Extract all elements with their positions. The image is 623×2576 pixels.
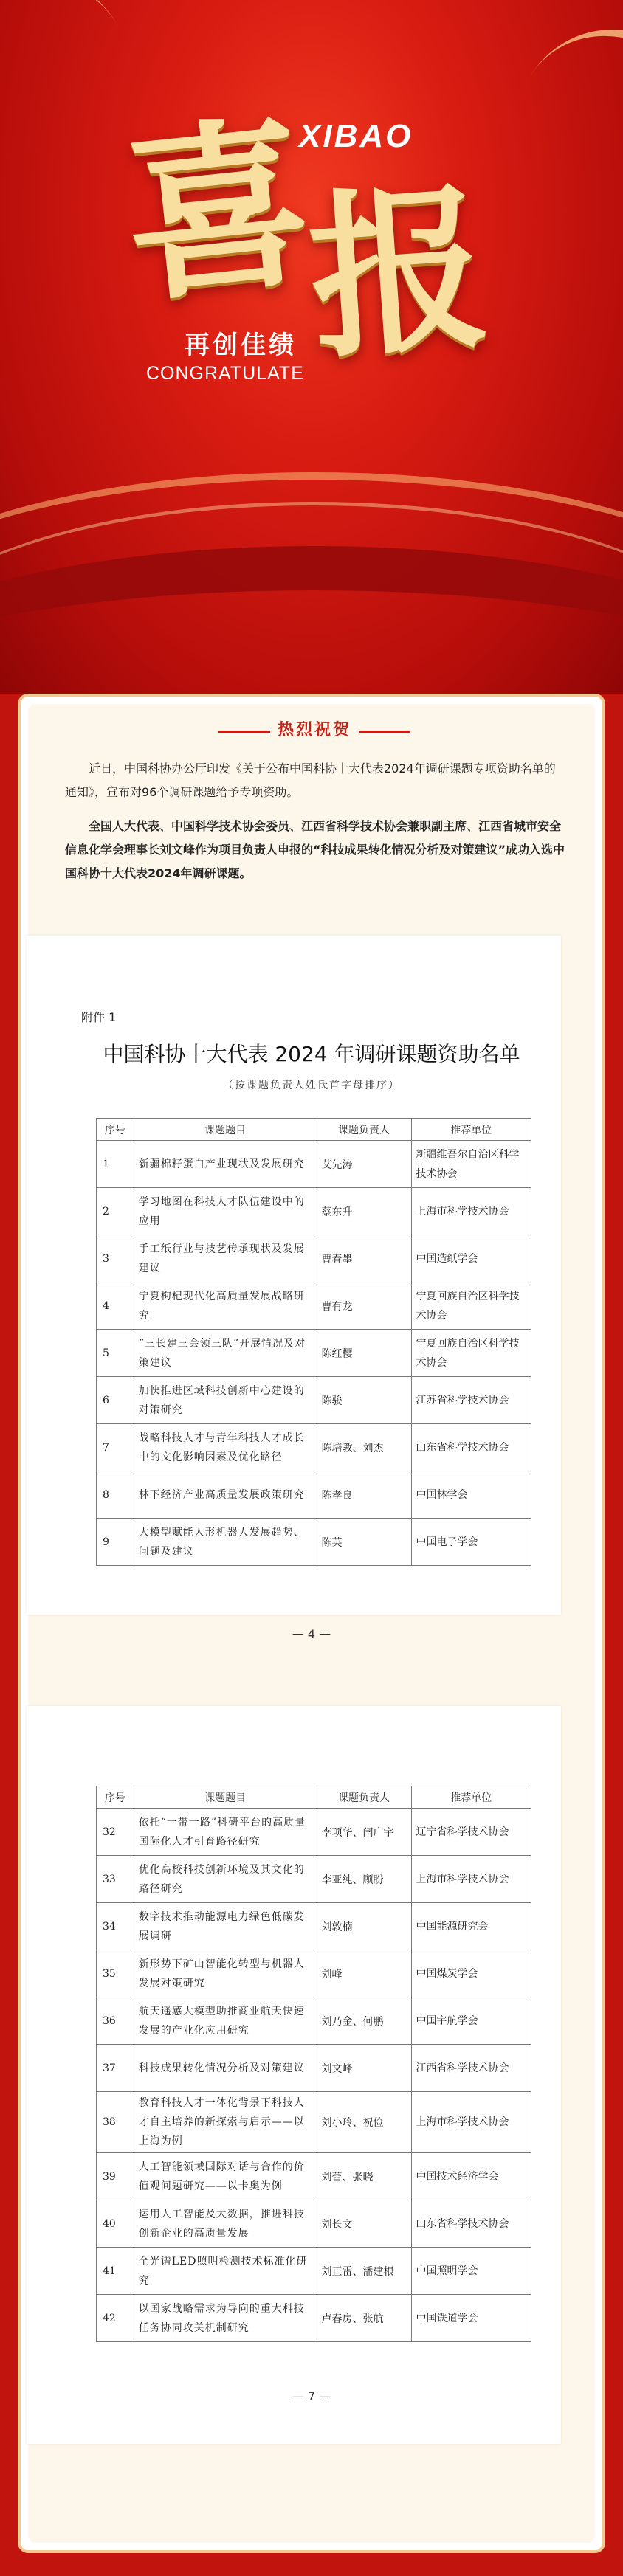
topic-title: 教育科技人才一体化背景下科技人才自主培养的新探索与启示——以上海为例: [134, 2092, 317, 2153]
row-number: 34: [97, 1903, 134, 1950]
table-row: [97, 2045, 531, 2092]
recommending-unit: 宁夏回族自治区科学技术协会: [411, 1330, 531, 1377]
table-row: [97, 1188, 531, 1235]
topic-title: 大模型赋能人形机器人发展趋势、问题及建议: [134, 1519, 317, 1566]
funding-table-page4: [96, 1118, 531, 1566]
column-header: 课题题目: [134, 1119, 317, 1141]
column-header: 推荐单位: [411, 1119, 531, 1141]
column-header: 序号: [97, 1119, 134, 1141]
row-number: 5: [97, 1330, 134, 1377]
table-row: [97, 1903, 531, 1950]
row-number: 6: [97, 1377, 134, 1424]
table-row: [97, 1424, 531, 1471]
column-header: 推荐单位: [411, 1786, 531, 1809]
topic-title: 学习地图在科技人才队伍建设中的应用: [134, 1188, 317, 1235]
project-lead: 陈孝良: [317, 1471, 411, 1519]
row-number: 9: [97, 1519, 134, 1566]
table-row: [97, 2200, 531, 2248]
table-header-row: [97, 1786, 531, 1809]
project-lead: 刘长文: [317, 2200, 411, 2248]
project-lead: 陈红樱: [317, 1330, 411, 1377]
project-lead: 艾先涛: [317, 1141, 411, 1188]
topic-title: 全光谱LED照明检测技术标准化研究: [134, 2248, 317, 2295]
recommending-unit: 山东省科学技术协会: [411, 2200, 531, 2248]
recommending-unit: 中国煤炭学会: [411, 1950, 531, 1997]
project-lead: 陈骏: [317, 1377, 411, 1424]
gold-ribbon: [481, 0, 623, 257]
recommending-unit: 新疆维吾尔自治区科学技术协会: [411, 1141, 531, 1188]
highlight-paragraph: 全国人大代表、中国科学技术协会委员、江西省科学技术协会兼职副主席、江西省城市安全信息化学会理事长刘文峰作为项目负责人申报的“科技成果转化情况分析及对策建议”成功入选中国科协十大代表2024年调研课题。: [65, 819, 565, 880]
project-lead: 刘正雷、潘建根: [317, 2248, 411, 2295]
project-lead: 陈英: [317, 1519, 411, 1566]
table-row: [97, 2092, 531, 2153]
row-number: 2: [97, 1188, 134, 1235]
topic-title: 依托“一带一路”科研平台的高质量国际化人才引育路径研究: [134, 1809, 317, 1856]
table-row: [97, 1282, 531, 1330]
topic-title: 新疆棉籽蛋白产业现状及发展研究: [134, 1141, 317, 1188]
table-row: [97, 1377, 531, 1424]
table-row: [97, 1950, 531, 1997]
project-lead: 陈培教、刘杰: [317, 1424, 411, 1471]
heading-text: 热烈祝贺: [277, 721, 351, 739]
recommending-unit: 中国林学会: [411, 1471, 531, 1519]
column-header: 序号: [97, 1786, 134, 1809]
table-row: [97, 1856, 531, 1903]
heading-line-right: [359, 731, 410, 733]
recommending-unit: 中国能源研究会: [411, 1903, 531, 1950]
row-number: 7: [97, 1424, 134, 1471]
xi-character: 喜: [114, 92, 321, 328]
recommending-unit: 上海市科学技术协会: [411, 1856, 531, 1903]
table-header-row: [97, 1119, 531, 1141]
table-row: [97, 1471, 531, 1519]
column-header: 课题负责人: [317, 1119, 411, 1141]
row-number: 4: [97, 1282, 134, 1330]
topic-title: “三长建三会领三队”开展情况及对策建议: [134, 1330, 317, 1377]
project-lead: 刘蕾、张晓: [317, 2153, 411, 2200]
project-lead: 刘敦楠: [317, 1903, 411, 1950]
recommending-unit: 中国电子学会: [411, 1519, 531, 1566]
topic-title: 战略科技人才与青年科技人才成长中的文化影响因素及优化路径: [134, 1424, 317, 1471]
topic-title: 航天遥感大模型助推商业航天快速发展的产业化应用研究: [134, 1997, 317, 2045]
project-lead: 刘文峰: [317, 2045, 411, 2092]
recommending-unit: 宁夏回族自治区科学技术协会: [411, 1282, 531, 1330]
topic-title: 运用人工智能及大数据，推进科技创新企业的高质量发展: [134, 2200, 317, 2248]
table-row: [97, 1997, 531, 2045]
row-number: 32: [97, 1809, 134, 1856]
congratulate-label: CONGRATULATE: [146, 363, 304, 384]
topic-title: 以国家战略需求为导向的重大科技任务协同攻关机制研究: [134, 2295, 317, 2342]
column-header: 课题负责人: [317, 1786, 411, 1809]
project-lead: 李亚纯、顾盼: [317, 1856, 411, 1903]
funding-table-page7: [96, 1786, 531, 2342]
table-row: [97, 1330, 531, 1377]
topic-title: 优化高校科技创新环境及其文化的路径研究: [134, 1856, 317, 1903]
document-subtitle: （按课题负责人姓氏首字母排序）: [223, 1080, 400, 1091]
project-lead: 刘小玲、祝俭: [317, 2092, 411, 2153]
bao-character: 报: [303, 162, 495, 384]
topic-title: 新形势下矿山智能化转型与机器人发展对策研究: [134, 1950, 317, 1997]
row-number: 36: [97, 1997, 134, 2045]
project-lead: 卢春房、张航: [317, 2295, 411, 2342]
topic-title: 人工智能领域国际对话与合作的价值观问题研究——以卡奥为例: [134, 2153, 317, 2200]
xibao-label: XIBAO: [299, 118, 413, 154]
row-number: 37: [97, 2045, 134, 2092]
table-row: [97, 2295, 531, 2342]
recommending-unit: 上海市科学技术协会: [411, 2092, 531, 2153]
row-number: 38: [97, 2092, 134, 2153]
recommending-unit: 上海市科学技术协会: [411, 1188, 531, 1235]
table-row: [97, 1235, 531, 1282]
recommending-unit: 中国铁道学会: [411, 2295, 531, 2342]
topic-title: 数字技术推动能源电力绿色低碳发展调研: [134, 1903, 317, 1950]
project-lead: 刘峰: [317, 1950, 411, 1997]
topic-title: 林下经济产业高质量发展政策研究: [134, 1471, 317, 1519]
dark-ribbon: [0, 546, 623, 694]
recommending-unit: 辽宁省科学技术协会: [411, 1809, 531, 1856]
column-header: 课题题目: [134, 1786, 317, 1809]
attachment-label: 附件 1: [81, 1010, 117, 1024]
topic-title: 宁夏枸杞现代化高质量发展战略研究: [134, 1282, 317, 1330]
recommending-unit: 山东省科学技术协会: [411, 1424, 531, 1471]
heading-row: [21, 717, 608, 740]
project-lead: 曹有龙: [317, 1282, 411, 1330]
recommending-unit: 中国照明学会: [411, 2248, 531, 2295]
recommending-unit: 中国宇航学会: [411, 1997, 531, 2045]
project-lead: 刘乃金、何鹏: [317, 1997, 411, 2045]
recommending-unit: 江西省科学技术协会: [411, 2045, 531, 2092]
document-title: 中国科协十大代表 2024 年调研课题资助名单: [103, 1042, 520, 1066]
row-number: 35: [97, 1950, 134, 1997]
row-number: 41: [97, 2248, 134, 2295]
intro-paragraph: 近日，中国科协办公厅印发《关于公布中国科协十大代表2024年调研课题专项资助名单的通知》，宣布对96个调研课题给予专项资助。: [65, 762, 556, 799]
heading-line-left: [218, 731, 270, 733]
recommending-unit: 中国技术经济学会: [411, 2153, 531, 2200]
hero-banner: [0, 0, 623, 694]
table-row: [97, 2153, 531, 2200]
page-number: — 4 —: [292, 1627, 331, 1641]
row-number: 1: [97, 1141, 134, 1188]
topic-title: 科技成果转化情况分析及对策建议: [134, 2045, 317, 2092]
project-lead: 李项华、闫广宇: [317, 1809, 411, 1856]
table-row: [97, 1809, 531, 1856]
recommending-unit: 江苏省科学技术协会: [411, 1377, 531, 1424]
recommending-unit: 中国造纸学会: [411, 1235, 531, 1282]
page-number: — 7 —: [292, 2389, 331, 2403]
project-lead: 曹春墨: [317, 1235, 411, 1282]
slogan: 再创佳绩: [185, 331, 297, 360]
topic-title: 加快推进区域科技创新中心建设的对策研究: [134, 1377, 317, 1424]
topic-title: 手工纸行业与技艺传承现状及发展建议: [134, 1235, 317, 1282]
row-number: 39: [97, 2153, 134, 2200]
row-number: 8: [97, 1471, 134, 1519]
row-number: 42: [97, 2295, 134, 2342]
table-row: [97, 1141, 531, 1188]
table-row: [97, 2248, 531, 2295]
table-row: [97, 1519, 531, 1566]
row-number: 40: [97, 2200, 134, 2248]
row-number: 3: [97, 1235, 134, 1282]
row-number: 33: [97, 1856, 134, 1903]
project-lead: 蔡东升: [317, 1188, 411, 1235]
